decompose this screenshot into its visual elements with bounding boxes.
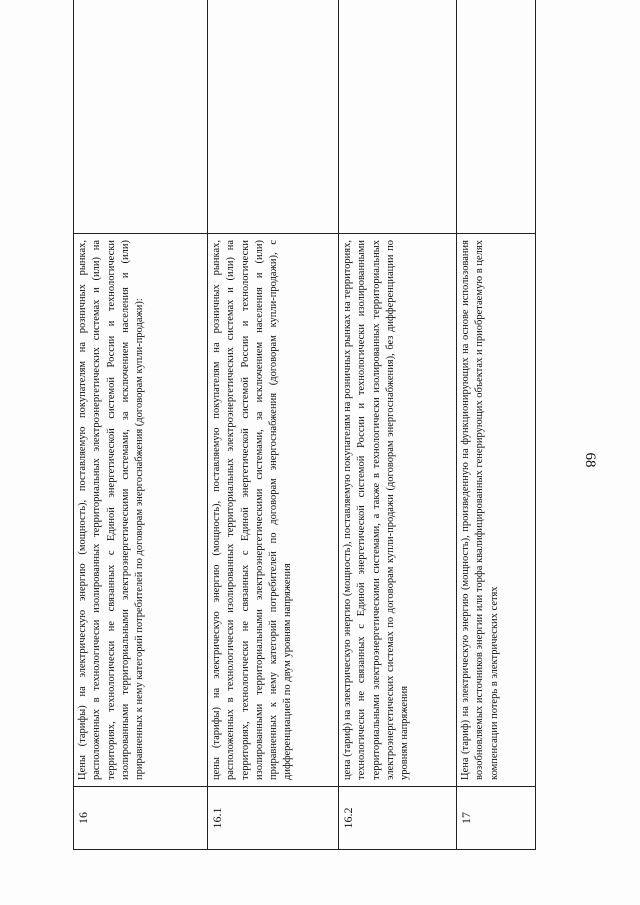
table-row (74, 0, 208, 850)
row-empty-cell (339, 0, 457, 234)
table-row (208, 0, 339, 850)
row-description: цены (тарифы) на электрическую энергию (мощность), поставляемую покупателям на розничных рынках, расположенных в технологически изолированных территориальных электроэнергетических системах и (или) на территориях, технологически не связанных с Единой энергетической системой России и технологически изолированными территориальными электроэнергетическими системами, за исключением населения и (или) приравненных к нему категорий потребителей по договорам энергоснабжения (договорам купли-продажи), с дифференциацией по двум уровням напряжения (208, 234, 339, 787)
table-row (339, 0, 457, 850)
row-empty-cell (457, 0, 536, 234)
row-empty-cell (74, 0, 208, 234)
table-row (457, 0, 536, 850)
row-description: Цены (тарифы) на электрическую энергию (мощность), поставляемую покупателям на розничных рынках, расположенных в технологически изолированных территориальных электроэнергетических системах и (или) на территориях, технологически не связанных с Единой энергетической системой России и технологически изолированными территориальными электроэнергетическими системами, за исключением населения и (или) приравненных к нему категорий потребителей по договорам энергоснабжения (договорам купли-продажи): (74, 234, 208, 787)
row-number: 16 (74, 787, 208, 850)
row-description: цена (тариф) на электрическую энергию (мощность), поставляемую покупателям на розничных рынках на территориях, технологически не связанных с Единой энергетической системой России и технологически изолированными территориальными электроэнергетическими системами, а также в технологически изолированных территориальных электроэнергетических системах по договорам купли-продажи (договорам энергоснабжения), без дифференциации по уровням напряжения (339, 234, 457, 787)
page-number: 68 (582, 452, 598, 468)
row-description: Цена (тариф) на электрическую энергию (мощность), произведенную на функционирующих на основе использования возобновляемых источников энергии или торфа квалифицированных генерирующих объектах и приобретаемую в целях компенсации потерь в электрических сетях (457, 234, 536, 787)
tariff-table (73, 0, 536, 850)
row-number: 16.2 (339, 787, 457, 850)
row-number: 16.1 (208, 787, 339, 850)
row-empty-cell (208, 0, 339, 234)
row-number: 17 (457, 787, 536, 850)
rotated-table-container (73, 38, 535, 850)
